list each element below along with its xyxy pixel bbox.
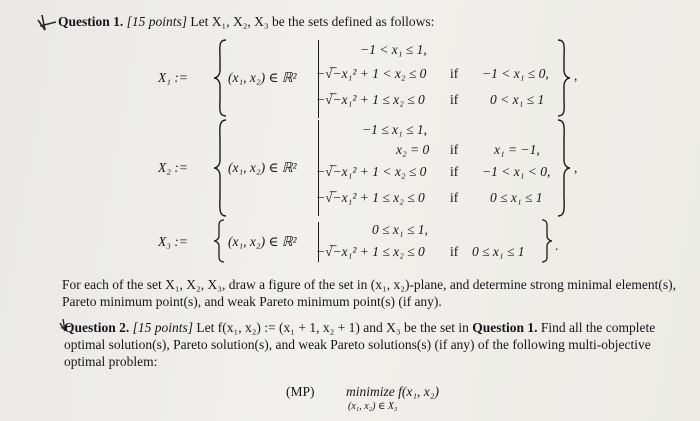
x2-row2-if: if <box>450 142 459 157</box>
x3-set: (x₁, x₂) ∈ ℝ² <box>228 234 297 249</box>
x3-row2-if: if <box>450 244 459 259</box>
q1-points: [15 points] <box>126 14 188 29</box>
q2-paragraph <box>64 319 684 370</box>
x3-name: X₃ := <box>158 234 188 249</box>
x3-row2-range: 0 ≤ x₁ ≤ 1 <box>472 244 525 259</box>
x2-left-brace <box>212 118 228 218</box>
x1-row2-range: −1 < x₁ ≤ 0, <box>482 66 549 81</box>
pen-check-mark-q1 <box>36 12 60 34</box>
x1-row2-if: if <box>450 66 459 81</box>
x2-trail: , <box>574 160 578 175</box>
x2-right-brace <box>556 118 572 218</box>
q1-label: Question 1. <box>58 14 124 29</box>
mp-minimize: minimize f(x₁, x₂) <box>346 384 439 399</box>
x2-row2-cond: x₂ = 0 <box>396 142 430 157</box>
q1-task: For each of the set X₁, X₂, X₃, draw a figure of the set in (x₁, x₂)-plane, and determine strong minimal element(s), Pareto minimum point(s), and weak Pareto minimum point(s) (if any). <box>62 277 676 309</box>
x2-row3-range: −1 < x₁ < 0, <box>482 164 551 179</box>
q2-label: Question 2. <box>64 320 130 335</box>
q1-header <box>58 14 434 30</box>
x2-row4-range: 0 ≤ x₁ ≤ 1 <box>490 190 543 205</box>
x1-row3-if: if <box>450 92 459 107</box>
x3-row1-cond: 0 ≤ x₁ ≤ 1, <box>372 222 428 237</box>
x1-row3-cond: −√̅−x₁² + 1 ≤ x₂ ≤ 0 <box>316 92 425 107</box>
x2-row3-cond: −√̅−x₁² + 1 < x₂ ≤ 0 <box>316 164 427 179</box>
x2-row2-range: x₁ = −1, <box>494 142 540 157</box>
q2-ref: Question 1. <box>472 320 538 335</box>
x1-row1-cond: −1 < x₁ ≤ 1, <box>360 42 427 57</box>
x3-row2-cond: −√̅−x₁² + 1 ≤ x₂ ≤ 0 <box>316 244 425 259</box>
x3-left-brace <box>212 218 226 264</box>
q2-text-b: Find all the complete optimal solution(s), Pareto solution(s), and weak Pareto solutions(s) (if any) of the following multi-objective optimal problem: <box>64 320 656 369</box>
x2-row3-if: if <box>450 164 459 179</box>
x2-set: (x₁, x₂) ∈ ℝ² <box>228 160 297 175</box>
mp-under: (x₁, x₂) ∈ X₃ <box>348 401 398 412</box>
x2-name: X₂ := <box>158 160 188 175</box>
q2-points: [15 points] <box>132 320 194 335</box>
x1-name: X₁ := <box>158 70 188 85</box>
x2-row4-if: if <box>450 190 459 205</box>
q1-intro: Let X₁, X₂, X₃ be the sets defined as follows: <box>190 14 435 29</box>
mp-label: (MP) <box>286 384 315 399</box>
x1-row3-range: 0 < x₁ ≤ 1 <box>490 92 545 107</box>
x1-row2-cond: −√̅−x₁² + 1 < x₂ ≤ 0 <box>316 66 427 81</box>
x1-trail: , <box>574 68 578 83</box>
x3-right-brace <box>540 218 554 264</box>
x1-right-brace <box>556 38 572 118</box>
x1-set: (x₁, x₂) ∈ ℝ² <box>228 70 297 85</box>
x3-trail: . <box>555 238 559 253</box>
x1-left-brace <box>212 38 228 118</box>
x2-row4-cond: −√̅−x₁² + 1 ≤ x₂ ≤ 0 <box>316 190 425 205</box>
x2-row1-cond: −1 ≤ x₁ ≤ 1, <box>362 122 427 137</box>
q2-text-a: Let f(x₁, x₂) := (x₁ + 1, x₂ + 1) and X₃ be the set in <box>196 320 469 335</box>
